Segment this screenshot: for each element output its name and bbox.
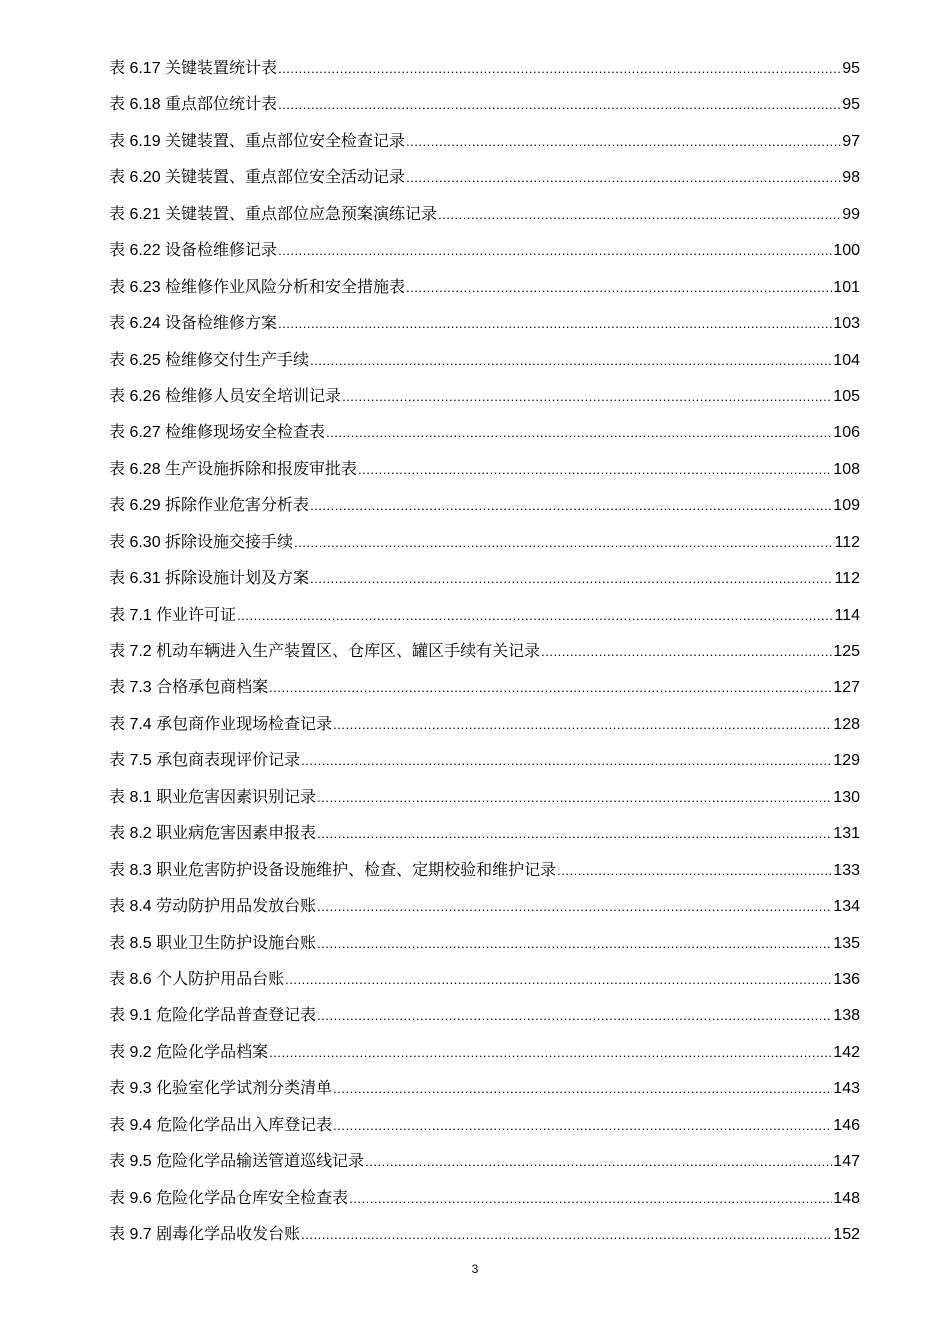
toc-entry-page-number: 114 (834, 606, 860, 624)
toc-entry-title: 危险化学品出入库登记表 (156, 1114, 333, 1134)
toc-entry-page-number: 112 (834, 533, 860, 551)
toc-entry[interactable] (109, 637, 860, 673)
toc-entry-title: 关键装置、重点部位应急预案演练记录 (165, 203, 438, 223)
toc-entry-page-number: 133 (833, 861, 860, 879)
toc-entry-number: 表 6.24 (109, 315, 166, 333)
toc-entry-number: 表 6.27 (109, 424, 166, 442)
toc-entry-number: 表 7.2 (109, 643, 157, 660)
toc-entry-title: 机动车辆进入生产装置区、仓库区、罐区手续有关记录 (156, 641, 541, 660)
toc-entry-title: 危险化学品仓库安全检查表 (156, 1187, 349, 1207)
toc-dot-leader (317, 784, 832, 812)
toc-entry-number: 表 6.26 (109, 387, 166, 405)
toc-entry-title: 化验室化学试剂分类清单 (156, 1078, 333, 1098)
toc-entry-page-number: 112 (834, 570, 860, 588)
toc-entry-title: 生产设施拆除和报废审批表 (165, 458, 358, 478)
toc-dot-leader (365, 1148, 832, 1176)
toc-entry-number: 表 6.28 (109, 460, 166, 478)
toc-entry-page-number: 108 (833, 460, 860, 478)
toc-dot-leader (438, 201, 841, 229)
toc-list (109, 54, 860, 1256)
toc-entry[interactable] (109, 346, 860, 382)
toc-entry-label (109, 90, 277, 119)
toc-entry-title: 关键装置统计表 (165, 58, 278, 77)
toc-entry-page-number: 131 (833, 825, 860, 843)
toc-entry[interactable] (109, 929, 860, 965)
toc-entry[interactable] (109, 491, 860, 527)
toc-entry-title: 拆除设施计划及方案 (165, 568, 310, 588)
toc-entry-label (109, 601, 236, 630)
toc-entry-number: 表 8.2 (109, 825, 157, 843)
toc-entry-number: 表 6.30 (109, 533, 166, 551)
toc-entry-page-number: 147 (833, 1153, 860, 1171)
toc-entry-page-number: 135 (833, 934, 860, 952)
toc-entry-page-number: 99 (842, 205, 860, 223)
toc-dot-leader (278, 310, 832, 338)
toc-entry-label (109, 528, 293, 557)
toc-entry-label (109, 54, 277, 83)
toc-entry-number: 表 6.23 (109, 278, 166, 296)
toc-entry-number: 表 9.3 (109, 1080, 157, 1098)
toc-dot-leader (406, 274, 832, 302)
toc-entry-label (109, 965, 284, 994)
toc-entry-number: 表 7.3 (109, 679, 157, 697)
toc-entry[interactable] (109, 127, 860, 163)
toc-entry[interactable] (109, 528, 860, 564)
toc-entry-number: 表 8.4 (109, 898, 157, 916)
toc-entry[interactable] (109, 1038, 860, 1074)
toc-entry-label (109, 1074, 332, 1103)
toc-dot-leader (278, 237, 832, 265)
toc-entry-title: 关键装置、重点部位安全检查记录 (165, 130, 406, 150)
toc-entry-title: 检维修人员安全培训记录 (165, 385, 342, 405)
toc-entry-number: 表 6.20 (109, 169, 166, 187)
toc-entry-page-number: 129 (833, 752, 860, 770)
toc-entry-number: 表 7.5 (109, 752, 157, 770)
toc-entry-label (109, 273, 405, 302)
toc-entry-page-number: 103 (833, 315, 860, 333)
toc-entry-number: 表 8.5 (109, 934, 157, 952)
toc-dot-leader (285, 966, 832, 994)
toc-entry-title: 职业卫生防护设施台账 (156, 932, 317, 952)
toc-entry[interactable] (109, 418, 860, 454)
toc-entry-number: 表 6.29 (109, 497, 166, 515)
toc-entry[interactable] (109, 710, 860, 746)
toc-entry[interactable] (109, 856, 860, 892)
toc-entry-label (109, 1111, 332, 1140)
toc-dot-leader (278, 55, 841, 83)
page-number: 3 (471, 1262, 479, 1276)
toc-dot-leader (333, 711, 832, 739)
toc-entry-number: 表 7.4 (109, 715, 157, 733)
toc-entry[interactable] (109, 673, 860, 709)
toc-entry-label (109, 819, 316, 848)
toc-entry-number: 表 9.5 (109, 1153, 157, 1171)
toc-entry-page-number: 97 (842, 132, 860, 150)
toc-entry-number: 表 7.1 (109, 606, 157, 624)
toc-dot-leader (358, 456, 832, 484)
toc-entry-page-number: 134 (833, 898, 860, 916)
toc-entry-page-number: 98 (842, 169, 860, 187)
toc-entry-page-number: 95 (842, 96, 860, 114)
toc-entry-page-number: 105 (833, 387, 860, 405)
toc-entry-page-number: 136 (833, 970, 860, 988)
toc-dot-leader (269, 674, 832, 702)
toc-entry-title: 剧毒化学品收发台账 (156, 1224, 301, 1243)
toc-dot-leader (317, 893, 832, 921)
toc-dot-leader (541, 638, 832, 666)
toc-entry[interactable] (109, 965, 860, 1001)
toc-entry-label (109, 1147, 364, 1176)
toc-entry-number: 表 8.1 (109, 788, 157, 806)
toc-entry-title: 职业危害因素识别记录 (156, 786, 317, 806)
toc-dot-leader (278, 91, 841, 119)
toc-dot-leader (349, 1185, 832, 1213)
toc-dot-leader (406, 164, 841, 192)
toc-entry-label (109, 673, 268, 702)
toc-entry-page-number: 143 (833, 1080, 860, 1098)
toc-entry-page-number: 146 (833, 1116, 860, 1134)
toc-entry-number: 表 9.1 (109, 1007, 157, 1025)
toc-entry-title: 职业危害防护设备设施维护、检查、定期校验和维护记录 (156, 859, 557, 879)
toc-dot-leader (317, 1002, 832, 1030)
toc-entry-number: 表 9.4 (109, 1116, 157, 1134)
toc-entry-label (109, 127, 405, 156)
toc-entry-label (109, 236, 277, 265)
toc-entry[interactable] (109, 601, 860, 637)
toc-entry-title: 合格承包商档案 (156, 677, 269, 697)
toc-dot-leader (406, 128, 841, 156)
toc-entry-label (109, 418, 325, 447)
toc-entry[interactable] (109, 1147, 860, 1183)
toc-entry[interactable] (109, 236, 860, 272)
toc-entry-page-number: 125 (833, 643, 860, 660)
toc-entry[interactable] (109, 1220, 860, 1256)
toc-entry-title: 危险化学品输送管道巡线记录 (156, 1151, 365, 1171)
toc-entry-page-number: 138 (833, 1007, 860, 1025)
toc-entry-label (109, 929, 316, 958)
toc-entry-title: 危险化学品档案 (156, 1041, 269, 1061)
toc-entry-page-number: 127 (833, 679, 860, 697)
toc-dot-leader (317, 820, 832, 848)
toc-dot-leader (269, 1039, 832, 1067)
toc-dot-leader (557, 857, 832, 885)
toc-dot-leader (326, 419, 832, 447)
toc-entry-title: 承包商作业现场检查记录 (156, 713, 333, 733)
toc-entry[interactable] (109, 1001, 860, 1037)
toc-entry[interactable] (109, 1184, 860, 1220)
toc-entry-page-number: 101 (833, 278, 860, 296)
toc-entry-label (109, 1220, 300, 1249)
toc-entry[interactable] (109, 200, 860, 236)
toc-entry-title: 拆除作业危害分析表 (165, 495, 310, 515)
toc-dot-leader (301, 747, 832, 775)
toc-entry-number: 表 6.25 (109, 351, 166, 369)
toc-dot-leader (310, 565, 833, 593)
toc-entry-number: 表 6.21 (109, 205, 166, 223)
toc-entry-label (109, 491, 309, 520)
toc-entry[interactable] (109, 1074, 860, 1110)
toc-dot-leader (294, 529, 833, 557)
toc-entry[interactable] (109, 54, 860, 90)
toc-entry-label (109, 856, 556, 885)
toc-entry[interactable] (109, 273, 860, 309)
toc-entry[interactable] (109, 90, 860, 126)
toc-entry[interactable] (109, 564, 860, 600)
toc-entry[interactable] (109, 309, 860, 345)
toc-entry-title: 承包商表现评价记录 (156, 750, 301, 770)
toc-entry[interactable] (109, 819, 860, 855)
toc-entry-page-number: 95 (842, 60, 860, 77)
toc-entry[interactable] (109, 892, 860, 928)
table-of-contents (109, 54, 860, 1256)
toc-entry-number: 表 6.17 (109, 60, 166, 77)
toc-entry[interactable] (109, 1111, 860, 1147)
toc-dot-leader (333, 1075, 832, 1103)
toc-entry-title: 设备检维修记录 (165, 240, 278, 260)
toc-entry-label (109, 200, 437, 229)
toc-dot-leader (317, 930, 832, 958)
toc-entry-number: 表 6.31 (109, 570, 166, 588)
toc-entry[interactable] (109, 163, 860, 199)
toc-entry-label (109, 892, 316, 921)
toc-dot-leader (301, 1221, 832, 1249)
toc-entry[interactable] (109, 783, 860, 819)
toc-entry-label (109, 346, 309, 375)
toc-entry-page-number: 104 (833, 351, 860, 369)
toc-entry-title: 职业病危害因素申报表 (156, 823, 317, 843)
toc-dot-leader (237, 602, 833, 630)
toc-dot-leader (310, 492, 832, 520)
toc-entry-page-number: 142 (833, 1043, 860, 1061)
toc-entry-label (109, 564, 309, 593)
toc-entry-number: 表 9.6 (109, 1189, 157, 1207)
toc-entry-title: 危险化学品普查登记表 (156, 1005, 317, 1025)
toc-entry-title: 检维修现场安全检查表 (165, 422, 326, 442)
toc-entry-title: 拆除设施交接手续 (165, 531, 294, 551)
toc-entry-title: 作业许可证 (156, 604, 237, 624)
toc-entry-page-number: 100 (833, 242, 860, 260)
toc-entry-title: 关键装置、重点部位安全活动记录 (165, 167, 406, 187)
toc-entry-label (109, 783, 316, 812)
toc-entry-title: 检维修作业风险分析和安全措施表 (165, 276, 406, 296)
toc-entry-label (109, 746, 300, 775)
toc-entry-page-number: 128 (833, 715, 860, 733)
toc-entry-page-number: 130 (833, 788, 860, 806)
toc-entry-title: 劳动防护用品发放台账 (156, 896, 317, 916)
toc-entry-number: 表 6.19 (109, 132, 166, 150)
toc-entry[interactable] (109, 455, 860, 491)
toc-entry-label (109, 455, 357, 484)
toc-entry-page-number: 106 (833, 424, 860, 442)
toc-entry-page-number: 148 (833, 1189, 860, 1207)
toc-entry-number: 表 8.3 (109, 861, 157, 879)
toc-entry-number: 表 9.2 (109, 1043, 157, 1061)
toc-dot-leader (333, 1112, 832, 1140)
toc-entry-label (109, 1038, 268, 1067)
toc-entry-page-number: 152 (833, 1226, 860, 1243)
toc-entry-number: 表 8.6 (109, 970, 157, 988)
toc-entry-page-number: 109 (833, 497, 860, 515)
toc-entry-title: 检维修交付生产手续 (165, 349, 310, 369)
toc-entry[interactable] (109, 382, 860, 418)
toc-entry-title: 个人防护用品台账 (156, 968, 285, 988)
toc-entry-label (109, 1001, 316, 1030)
toc-entry[interactable] (109, 746, 860, 782)
toc-entry-label (109, 382, 341, 411)
toc-entry-label (109, 637, 540, 666)
toc-entry-title: 重点部位统计表 (165, 94, 278, 114)
toc-entry-number: 表 9.7 (109, 1226, 157, 1243)
toc-dot-leader (310, 347, 832, 375)
toc-dot-leader (342, 383, 832, 411)
toc-entry-label (109, 163, 405, 192)
toc-entry-number: 表 6.22 (109, 242, 166, 260)
toc-entry-label (109, 710, 332, 739)
toc-entry-label (109, 309, 277, 338)
toc-entry-number: 表 6.18 (109, 96, 166, 114)
toc-entry-title: 设备检维修方案 (165, 313, 278, 333)
toc-entry-label (109, 1184, 348, 1213)
